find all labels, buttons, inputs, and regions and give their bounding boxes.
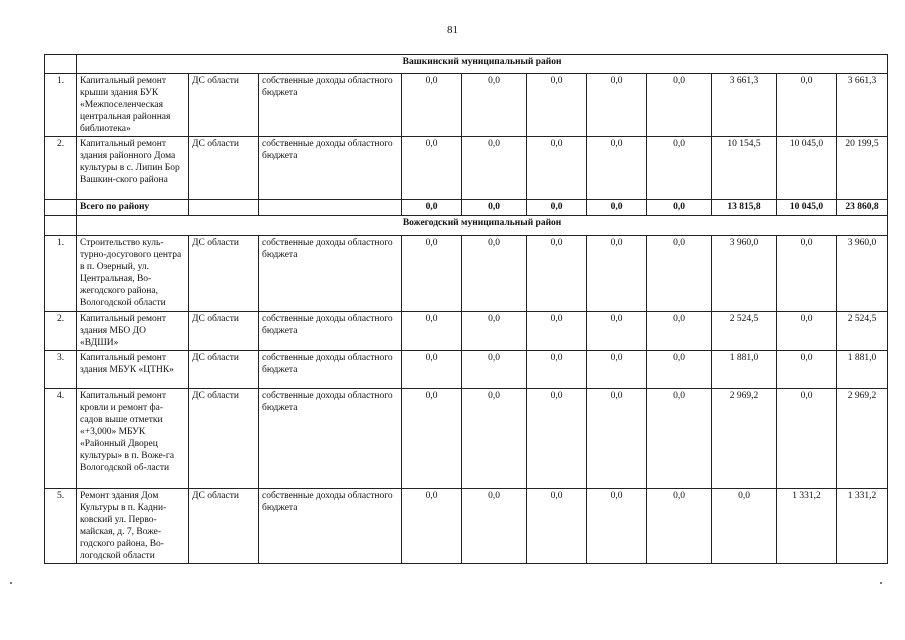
value-cell: 0,0 xyxy=(777,389,837,489)
value-cell: 0,0 xyxy=(647,236,712,312)
funding-source: ДС области xyxy=(189,389,259,489)
value-cell: 1 881,0 xyxy=(712,351,777,389)
funding-source: ДС области xyxy=(189,312,259,351)
value-cell: 0,0 xyxy=(402,236,462,312)
object-name: Капитальный ремонт здания районного Дома культуры в с. Липин Бор Вашкин-ского района xyxy=(77,137,189,200)
value-cell: 0,0 xyxy=(527,351,587,389)
table-row xyxy=(45,137,888,200)
value-cell: 0,0 xyxy=(402,389,462,489)
value-cell: 0,0 xyxy=(462,236,527,312)
value-cell: 1 881,0 xyxy=(837,351,888,389)
value-cell: 0,0 xyxy=(462,74,527,137)
total-value: 0,0 xyxy=(462,200,527,216)
value-cell: 0,0 xyxy=(647,389,712,489)
table-row xyxy=(45,312,888,351)
scan-artifact xyxy=(880,582,882,584)
value-cell: 0,0 xyxy=(777,351,837,389)
funding-source: ДС области xyxy=(189,236,259,312)
scan-artifact xyxy=(10,582,12,584)
section-header-row xyxy=(45,216,888,236)
object-name: Капитальный ремонт кровли и ремонт фа-садов выше отметки «+3,000» МБУК «Районный Дворец культуры» в п. Воже-га Вологодской об-ласти xyxy=(77,389,189,489)
object-name: Ремонт здания Дом Культуры в п. Кадни-ковский ул. Перво-майская, д. 7, Воже-годского района, Во-логодской области xyxy=(77,489,189,564)
value-cell: 0,0 xyxy=(527,389,587,489)
value-cell: 2 524,5 xyxy=(712,312,777,351)
total-row xyxy=(45,200,888,216)
value-cell: 0,0 xyxy=(587,236,647,312)
value-cell: 0,0 xyxy=(527,312,587,351)
object-name: Капитальный ремонт крыши здания БУК «Межпоселенческая центральная районная библиотека» xyxy=(77,74,189,137)
value-cell: 0,0 xyxy=(777,312,837,351)
value-cell: 3 960,0 xyxy=(712,236,777,312)
value-cell: 0,0 xyxy=(527,74,587,137)
table-row xyxy=(45,389,888,489)
object-name: Капитальный ремонт здания МБО ДО «ВДШИ» xyxy=(77,312,189,351)
value-cell: 1 331,2 xyxy=(777,489,837,564)
value-cell: 3 661,3 xyxy=(712,74,777,137)
value-cell: 0,0 xyxy=(462,351,527,389)
row-number: 2. xyxy=(45,312,77,351)
budget-table xyxy=(44,54,888,564)
value-cell: 0,0 xyxy=(402,489,462,564)
value-cell: 0,0 xyxy=(647,312,712,351)
value-cell: 2 524,5 xyxy=(837,312,888,351)
value-cell: 0,0 xyxy=(587,312,647,351)
value-cell: 0,0 xyxy=(462,489,527,564)
value-cell: 10 154,5 xyxy=(712,137,777,200)
value-cell: 0,0 xyxy=(587,74,647,137)
value-cell: 20 199,5 xyxy=(837,137,888,200)
funding-source: ДС области xyxy=(189,137,259,200)
value-cell: 0,0 xyxy=(647,351,712,389)
value-cell: 0,0 xyxy=(462,137,527,200)
value-cell: 0,0 xyxy=(402,312,462,351)
value-cell: 2 969,2 xyxy=(837,389,888,489)
table-row xyxy=(45,489,888,564)
value-cell: 0,0 xyxy=(527,489,587,564)
total-value: 0,0 xyxy=(402,200,462,216)
value-cell: 0,0 xyxy=(587,489,647,564)
value-cell: 3 960,0 xyxy=(837,236,888,312)
page-number: 81 xyxy=(447,24,458,36)
row-number: 3. xyxy=(45,351,77,389)
value-cell: 10 045,0 xyxy=(777,137,837,200)
value-cell: 0,0 xyxy=(587,389,647,489)
row-number: 1. xyxy=(45,74,77,137)
total-label: Всего по району xyxy=(77,200,189,216)
section-header-row xyxy=(45,55,888,74)
table-row xyxy=(45,74,888,137)
value-cell: 2 969,2 xyxy=(712,389,777,489)
value-cell: 0,0 xyxy=(402,137,462,200)
total-value: 10 045,0 xyxy=(777,200,837,216)
funding-type: собственные доходы областного бюджета xyxy=(259,351,402,389)
row-number: 1. xyxy=(45,236,77,312)
value-cell: 0,0 xyxy=(462,389,527,489)
value-cell: 0,0 xyxy=(462,312,527,351)
value-cell: 3 661,3 xyxy=(837,74,888,137)
value-cell: 0,0 xyxy=(712,489,777,564)
object-name: Строительство куль-турно-досугового центра в п. Озерный, ул. Центральная, Во-жегодского района, Вологодской области xyxy=(77,236,189,312)
total-value: 0,0 xyxy=(587,200,647,216)
row-number: 4. xyxy=(45,389,77,489)
total-value: 0,0 xyxy=(647,200,712,216)
value-cell: 0,0 xyxy=(402,351,462,389)
value-cell: 0,0 xyxy=(647,74,712,137)
funding-type: собственные доходы областного бюджета xyxy=(259,137,402,200)
row-number: 2. xyxy=(45,137,77,200)
section-title: Вашкинский муниципальный район xyxy=(77,55,888,74)
funding-type: собственные доходы областного бюджета xyxy=(259,489,402,564)
total-value: 13 815,8 xyxy=(712,200,777,216)
value-cell: 0,0 xyxy=(777,236,837,312)
total-value: 0,0 xyxy=(527,200,587,216)
funding-type: собственные доходы областного бюджета xyxy=(259,312,402,351)
value-cell: 0,0 xyxy=(587,137,647,200)
table-row xyxy=(45,351,888,389)
value-cell: 0,0 xyxy=(402,74,462,137)
funding-source: ДС области xyxy=(189,489,259,564)
object-name: Капитальный ремонт здания МБУК «ЦТНК» xyxy=(77,351,189,389)
value-cell: 0,0 xyxy=(647,137,712,200)
value-cell: 0,0 xyxy=(527,236,587,312)
funding-type: собственные доходы областного бюджета xyxy=(259,389,402,489)
funding-source: ДС области xyxy=(189,74,259,137)
table-row xyxy=(45,236,888,312)
funding-type: собственные доходы областного бюджета xyxy=(259,236,402,312)
value-cell: 0,0 xyxy=(527,137,587,200)
funding-type: собственные доходы областного бюджета xyxy=(259,74,402,137)
section-title: Вожегодский муниципальный район xyxy=(77,216,888,236)
value-cell: 0,0 xyxy=(777,74,837,137)
total-value: 23 860,8 xyxy=(837,200,888,216)
value-cell: 1 331,2 xyxy=(837,489,888,564)
value-cell: 0,0 xyxy=(647,489,712,564)
funding-source: ДС области xyxy=(189,351,259,389)
row-number: 5. xyxy=(45,489,77,564)
value-cell: 0,0 xyxy=(587,351,647,389)
